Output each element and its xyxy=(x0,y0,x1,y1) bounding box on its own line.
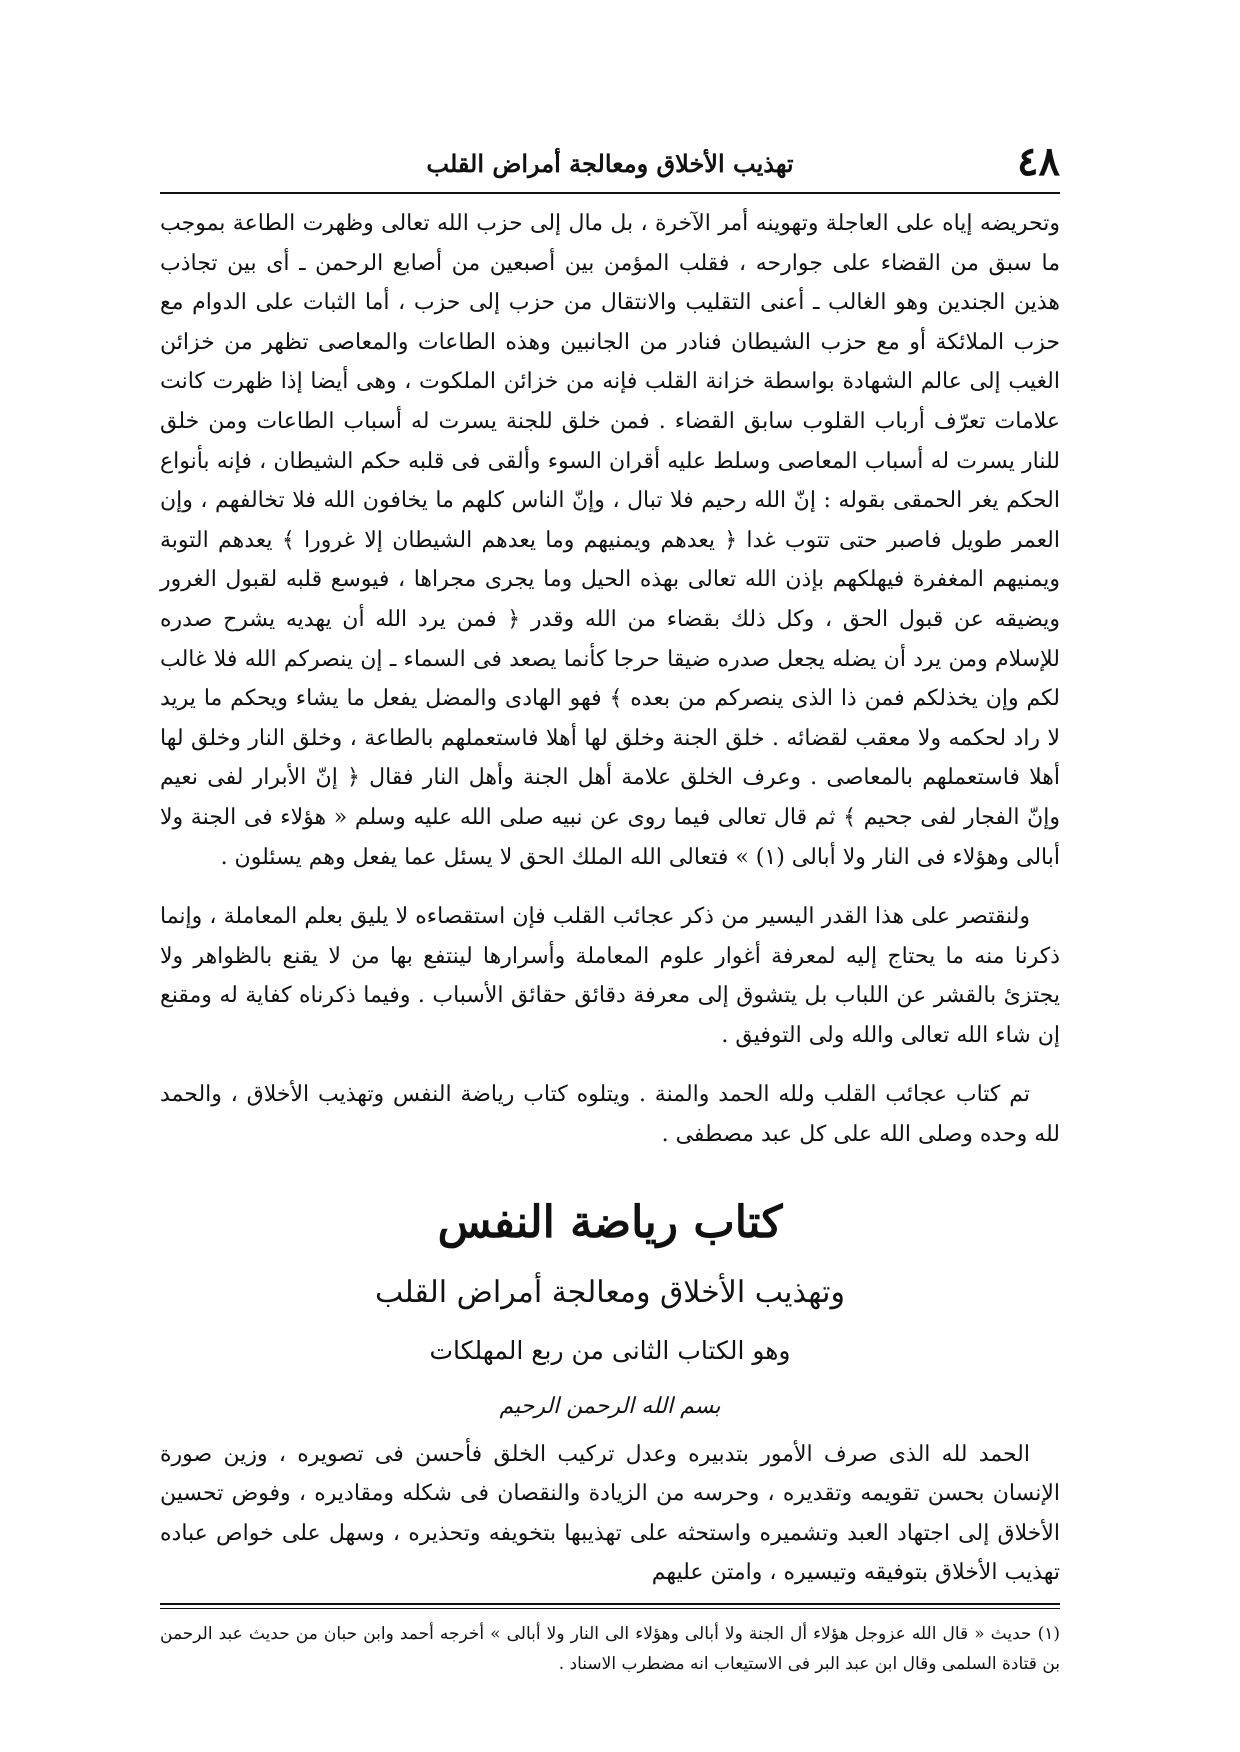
body-paragraph-2: ولنقتصر على هذا القدر اليسير من ذكر عجائب القلب فإن استقصاءه لا يليق بعلم المعاملة ، وإنما ذكرنا منه ما يحتاج إليه لمعرفة أغوار علوم المعاملة وأسرارها لينتفع بها من لا يقنع بالظواهر ولا يجتزئ بالقشر عن اللباب بل يتشوق إلى معرفة دقائق حقائق الأسباب . وفيما ذكرناه كفاية له ومقنع إن شاء الله تعالى والله ولى التوفيق . xyxy=(160,904,1060,1048)
footnote-divider xyxy=(160,1603,1060,1609)
page-number: ٤٨ xyxy=(1017,138,1060,185)
running-header xyxy=(160,136,1060,194)
running-title: تهذيب الأخلاق ومعالجة أمراض القلب xyxy=(426,149,794,178)
closing-paragraph: تم كتاب عجائب القلب ولله الحمد والمنة . ويتلوه كتاب رياضة النفس وتهذيب الأخلاق ، والحمد لله وحده وصلى الله على كل عبد مصطفى . xyxy=(160,1082,1060,1148)
book-section-note: وهو الكتاب الثانى من ربع المهلكات xyxy=(429,1335,791,1365)
book-page xyxy=(160,136,1060,1696)
basmala-calligraphy: بسم الله الرحمن الرحيم xyxy=(499,1393,721,1419)
body-paragraph-1: وتحريضه إياه على العاجلة وتهوينه أمر الآخرة ، بل مال إلى حزب الله تعالى وظهرت الطاعة بموجب ما سبق من القضاء على جوارحه ، فقلب المؤمن بين أصبعين من أصابع الرحمن ـ أى بين تجاذب هذين الجندين وهو الغالب ـ أعنى التقليب والانتقال من حزب إلى حزب ، أما الثبات على الدوام مع حزب الملائكة أو مع حزب الشيطان فنادر من الجانبين وهذه الطاعات والمعاصى تظهر من خزائن الغيب إلى عالم الشهادة بواسطة خزانة القلب فإنه من خزائن الملكوت ، وهى أيضا إذا ظهرت كانت علامات تعرّف أرباب القلوب سابق القضاء . فمن خلق للجنة يسرت له أسباب الطاعات ومن خلق للنار يسرت له أسباب المعاصى وسلط عليه أقران السوء وألقى فى قلبه حكم الشيطان ، فإنه بأنواع الحكم يغر الحمقى بقوله : إنّ الله رحيم فلا تبال ، وإنّ الناس كلهم ما يخافون الله فلا تخالفهم ، وإن العمر طويل فاصبر حتى تتوب غدا ﴿ يعدهم ويمنيهم وما يعدهم الشيطان إلا غرورا ﴾ يعدهم التوبة ويمنيهم المغفرة فيهلكهم بإذن الله تعالى بهذه الحيل وما يجرى مجراها ، فيوسع قلبه لقبول الغرور ويضيقه عن قبول الحق ، وكل ذلك بقضاء من الله وقدر ﴿ فمن يرد الله أن يهديه يشرح صدره للإسلام ومن يرد أن يضله يجعل صدره ضيقا حرجا كأنما يصعد فى السماء ـ إن ينصركم الله فلا غالب لكم وإن يخذلكم فمن ذا الذى ينصركم من بعده ﴾ فهو الهادى والمضل يفعل ما يشاء ويحكم ما يريد لا راد لحكمه ولا معقب لقضائه . خلق الجنة وخلق لها أهلا فاستعملهم بالطاعة ، وخلق النار وخلق لها أهلا فاستعملهم بالمعاصى . وعرف الخلق علامة أهل الجنة وأهل النار فقال ﴿ إنّ الأبرار لفى نعيم وإنّ الفجار لفى جحيم ﴾ ثم قال تعالى فيما روى عن نبيه صلى الله عليه وسلم « هؤلاء فى الجنة ولا أبالى وهؤلاء فى النار ولا أبالى (١) » فتعالى الله الملك الحق لا يسئل عما يفعل وهم يسئلون . xyxy=(160,211,1061,870)
book-title: كتاب رياضة النفس xyxy=(437,1196,783,1248)
book-subtitle: وتهذيب الأخلاق ومعالجة أمراض القلب xyxy=(375,1274,845,1310)
footnote: (١) حديث « قال الله عزوجل هؤلاء أل الجنة ولا أبالى وهؤلاء الى النار ولا أبالى » أخرجه أحمد وابن حبان من حديث عبد الرحمن بن قتادة السلمى وقال ابن عبد البر فى الاستيعاب انه مضطرب الاسناد . xyxy=(160,1624,1060,1675)
opening-paragraph: الحمد لله الذى صرف الأمور بتدبيره وعدل تركيب الخلق فأحسن فى تصويره ، وزين صورة الإنسان بحسن تقويمه وتقديره ، وحرسه من الزيادة والنقصان فى شكله ومقاديره ، وفوض تحسين الأخلاق إلى اجتهاد العبد وتشميره واستحثه على تهذيبها بتخويفه وتحذيره ، وسهل على خواص عباده تهذيب الأخلاق بتوفيقه وتيسيره ، وامتن عليهم xyxy=(160,1441,1060,1586)
